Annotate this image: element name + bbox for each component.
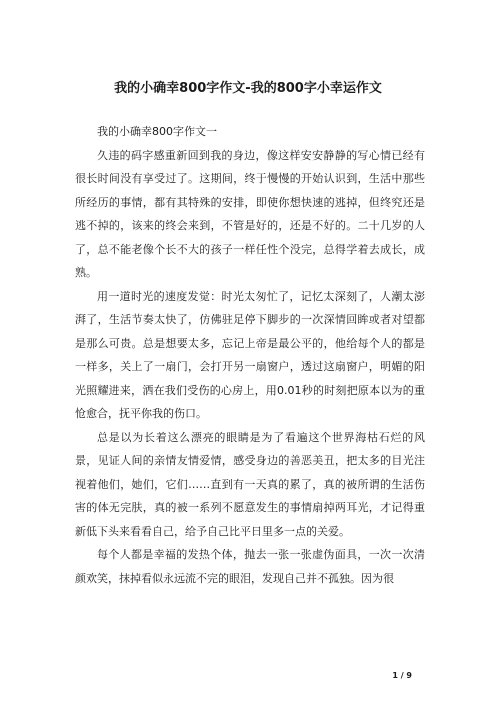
document-title: 我的小确幸800字作文-我的800字小幸运作文 [114, 81, 382, 96]
paragraph: 用一道时光的速度发觉：时光太匆忙了，记忆太深刻了，人潮太澎湃了，生活节奏太快了，仿佛驻足停下脚步的一次深情回眸或者对望都是那么可贵。总是想要太多，忘记上帝是最公平的，他给每个人的都是一样多，关上了一扇门，会打开另一扇窗户，透过这扇窗户，明媚的阳光照耀进来，洒在我们受伤的心房上，用0.01秒的时刻把原本以为的重怆愈合，抚平你我的伤口。 [75, 289, 425, 420]
essay-subtitle: 我的小确幸800字作文一 [97, 125, 217, 138]
paragraph: 总是以为长着这么漂亮的眼睛是为了看遍这个世界海枯石烂的风景，见证人间的亲情友情爱情，感受身边的善恶美丑，把太多的目光注视着他们，她们，它们……直到有一天真的累了，真的被所谓的生活伤害的体无完肤，真的被一系列不愿意发生的事情扇掉两耳光，才记得重新低下头来看看自己，给予自己比平日里多一点的关爱。 [75, 430, 425, 538]
document-body [75, 120, 425, 590]
paragraph: 久违的码字感重新回到我的身边，像这样安安静静的写心情已经有很长时间没有享受过了。这期间，终于慢慢的开始认识到，生活中那些所经历的事情，都有其特殊的安排，即使你想快速的逃掉，但终究还是逃不掉的，该来的终会来到，不管是好的，还是不好的。二十几岁的人了，总不能老像个长不大的孩子一样任性个没完，总得学着去成长，成熟。 [75, 148, 425, 279]
page-number: 1 / 9 [392, 671, 412, 680]
paragraph: 每个人都是幸福的发热个体，抛去一张一张虚伪面具，一次一次清颜欢笑，抹掉看似永远流不完的眼泪，发现自己并不孤独。因为很 [75, 548, 425, 585]
